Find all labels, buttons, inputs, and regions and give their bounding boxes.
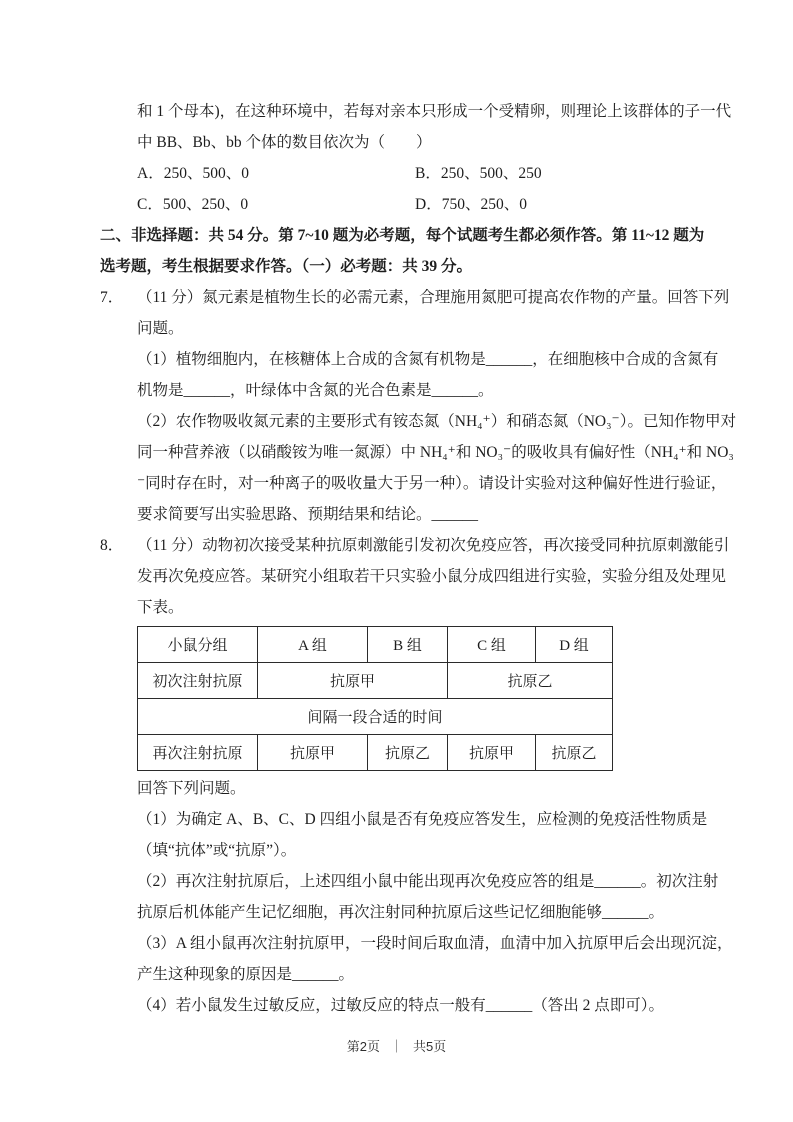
q8-sub4-line: （4）若小鼠发生过敏反应，过敏反应的特点一般有______（答出 2 点即可）。: [137, 997, 665, 1014]
second-injection-label: 再次注射抗原: [138, 735, 258, 771]
second-injection-b: 抗原乙: [368, 735, 448, 771]
q8-sub2-line: 抗原后机体能产生记忆细胞，再次注射同种抗原后这些记忆细胞能够______。: [137, 904, 665, 921]
q7-sub2-line: 要求简要写出实验思路、预期结果和结论。______: [137, 506, 479, 523]
q8-intro-line: 发再次免疫应答。某研究小组取若干只实验小鼠分成四组进行实验，实验分组及处理见: [137, 568, 727, 585]
q7-sub2-line: （2）农作物吸收氮元素的主要形式有铵态氮（NH₄⁺）和硝态氮（NO₃⁻）。已知作物甲对: [137, 413, 736, 430]
first-injection-ab: 抗原甲: [258, 663, 448, 699]
page-number: 第2页: [346, 1039, 380, 1054]
q8-sub3-line: （3）A 组小鼠再次注射抗原甲，一段时间后取血清，血清中加入抗原甲后会出现沉淀，: [137, 935, 733, 952]
first-injection-label: 初次注射抗原: [138, 663, 258, 699]
q8-sub1-line: （1）为确定 A、B、C、D 四组小鼠是否有免疫应答发生，应检测的免疫活性物质是: [137, 811, 708, 828]
second-injection-d: 抗原乙: [536, 735, 613, 771]
table-header-group-label: 小鼠分组: [138, 627, 258, 663]
question-6-continuation: [100, 96, 732, 220]
first-injection-cd: 抗原乙: [448, 663, 613, 699]
table-header-group-b: B 组: [368, 627, 448, 663]
page-total: 共5页: [413, 1039, 447, 1054]
page-content: [100, 96, 736, 1021]
section-2-header: [100, 220, 706, 282]
q6-option-c: C．500、250、0: [137, 196, 249, 213]
table-second-injection-row: [138, 735, 613, 771]
q6-option-d: D．750、250、0: [415, 196, 527, 213]
table-header-group-d: D 组: [536, 627, 613, 663]
q7-sub2-line: 同一种营养液（以硝酸铵为唯一氮源）中 NH₄⁺和 NO₃⁻的吸收具有偏好性（NH₄⁺和 NO₃: [137, 444, 734, 461]
interval-cell: 间隔一段合适的时间: [138, 699, 613, 735]
table-header-row: [138, 627, 613, 663]
q8-sub2-line: （2）再次注射抗原后，上述四组小鼠中能出现再次免疫应答的组是______。初次注射: [137, 873, 719, 890]
table-first-injection-row: [138, 663, 613, 699]
section-2-header-line-2: 选考题，考生根据要求作答。（一）必考题：共 39 分。: [100, 258, 473, 275]
q6-option-b: B．250、500、250: [415, 165, 542, 182]
question-7: [100, 282, 736, 530]
table-header-group-c: C 组: [448, 627, 536, 663]
q7-line: （11 分）氮元素是植物生长的必需元素，合理施用氮肥可提高农作物的产量。回答下列: [137, 289, 730, 306]
q6-options-row-1: [137, 158, 706, 189]
experiment-grouping-table: [137, 626, 613, 771]
footer-separator: ｜: [389, 1039, 403, 1054]
q7-sub2-line: ⁻同时存在时，对一种离子的吸收量大于另一种）。请设计实验对这种偏好性进行验证，: [137, 475, 727, 492]
q7-sub1-line: 机物是______，叶绿体中含氮的光合色素是______。: [137, 382, 494, 399]
table-interval-row: [138, 699, 613, 735]
table-header-group-a: A 组: [258, 627, 368, 663]
section-2-header-line-1: 二、非选择题：共 54 分。第 7~10 题为必考题，每个试题考生都必须作答。第 11~12 题为: [100, 227, 705, 244]
q8-sub-line: 回答下列问题。: [137, 780, 246, 797]
q8-intro-line: 下表。: [137, 599, 184, 616]
second-injection-c: 抗原甲: [448, 735, 536, 771]
q6-options-row-2: [137, 189, 706, 220]
q6-stem-line-2: 中 BB、Bb、bb 个体的数目依次为（ ）: [137, 134, 432, 151]
question-8: [100, 530, 733, 1021]
page-footer: [0, 1036, 793, 1055]
q8-number: 8．: [100, 537, 124, 554]
second-injection-a: 抗原甲: [258, 735, 368, 771]
q8-sub3-line: 产生这种现象的原因是______。: [137, 966, 355, 983]
q8-intro-line: （11 分）动物初次接受某种抗原刺激能引发初次免疫应答，再次接受同种抗原刺激能引: [137, 537, 730, 554]
q7-number: 7．: [100, 289, 124, 306]
q6-stem-line-1: 和 1 个母本)，在这种环境中，若每对亲本只形成一个受精卵，则理论上该群体的子一代: [137, 103, 732, 120]
q7-line: 问题。: [137, 320, 184, 337]
q7-sub1-line: （1）植物细胞内，在核糖体上合成的含氮有机物是______，在细胞核中合成的含氮有: [137, 351, 719, 368]
q6-option-a: A．250、500、0: [137, 165, 249, 182]
q8-sub1-line: （填“抗体”或“抗原”）。: [137, 842, 297, 859]
